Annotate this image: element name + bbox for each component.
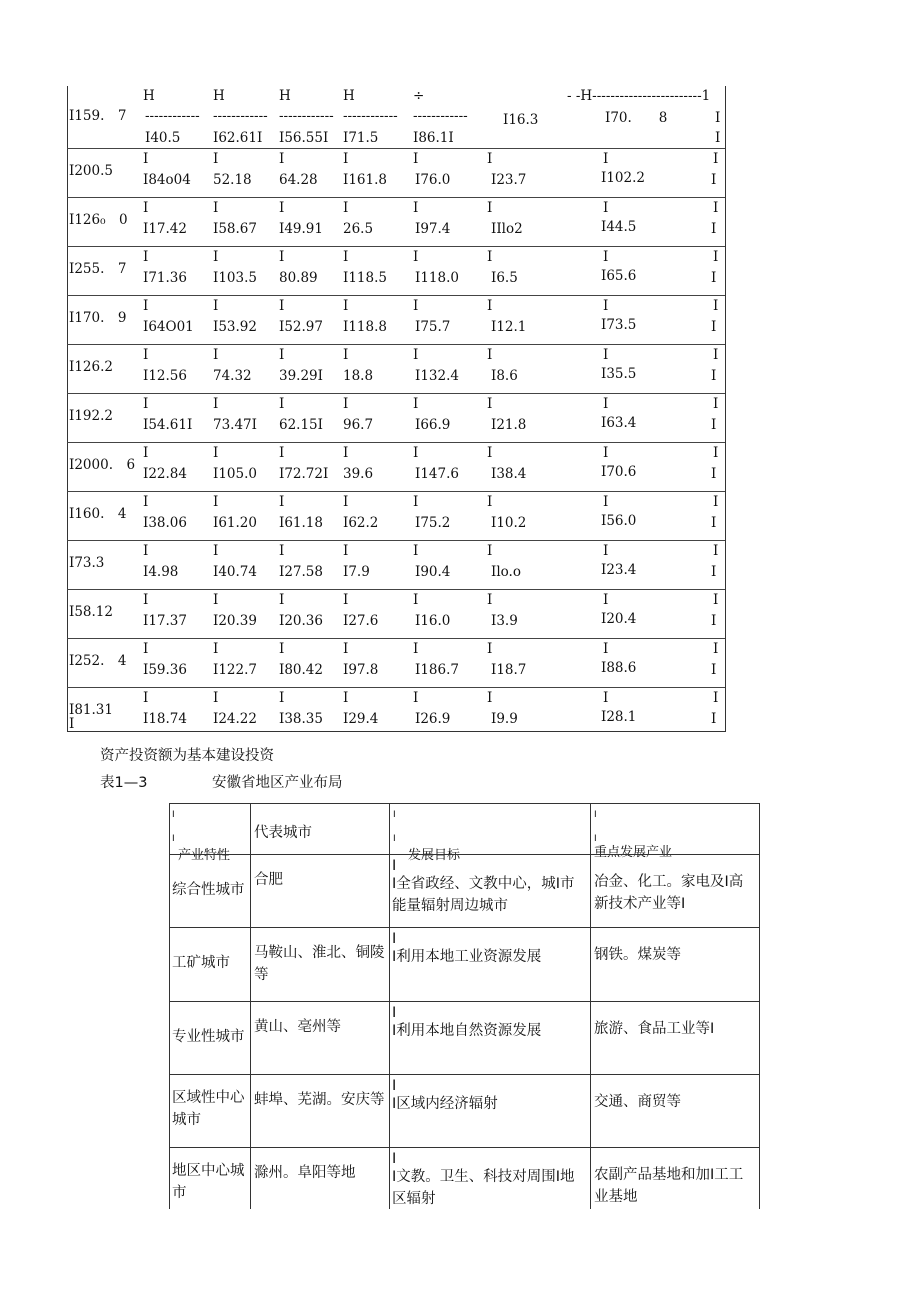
tick-mark: I [603,396,609,412]
tick-mark: I [343,396,349,412]
value-cell: I24.22 [213,711,257,727]
value-cell: I16.0 [415,613,451,629]
value-cell: I17.42 [143,221,187,237]
tick-mark: I [487,249,493,265]
industry-type: 工矿城市 [172,955,230,971]
tick-mark: I [279,592,285,608]
value-cell: I63.4 [601,415,637,431]
header-marker: I [393,834,396,844]
tick-mark: I [143,347,149,363]
value-cell: I40.5 [145,130,181,146]
tick-mark: I [213,641,219,657]
edge-marker: I [392,1078,397,1094]
value-cell: I58.67 [213,221,257,237]
header-cell: H [213,88,225,104]
tick-mark: I [143,592,149,608]
tick-mark: I [279,298,285,314]
tick-mark: I [487,543,493,559]
value-cell: I27.6 [343,613,379,629]
table-row [67,295,725,345]
edge-marker: I [392,1005,397,1021]
tick-mark: I [603,151,609,167]
tick-mark: I [279,543,285,559]
tick-mark: I [603,592,609,608]
industry-type: 区域性中心城市 [172,1090,245,1128]
value-cell: I28.1 [601,709,637,725]
development-goal: I利用本地工业资源发展 [392,949,542,965]
edge-marker: I [711,270,717,286]
edge-marker: I [711,221,717,237]
value-cell: I10.2 [491,515,527,531]
tick-mark: I [143,641,149,657]
header-col-industry: 重点发展产业 [594,845,673,860]
representative-cities: 黄山、亳州等 [254,1019,341,1035]
tick-mark: I [487,200,493,216]
table-caption-title: 安徽省地区产业布局 [212,775,343,791]
tick-mark: I [343,543,349,559]
value-cell: I61.18 [279,515,323,531]
representative-cities: 马鞍山、淮北、铜陵等 [254,945,385,983]
value-cell: I90.4 [415,564,451,580]
value-cell: I18.7 [491,662,527,678]
tick-mark: I [343,494,349,510]
value-cell: I186.7 [415,662,459,678]
header-marker: I [393,810,396,820]
table-row [67,197,725,247]
tick-mark: I [279,200,285,216]
table-row [67,540,725,590]
value-cell: 39.6 [343,466,374,482]
table-row [67,86,725,148]
tick-mark: I [213,396,219,412]
tick-mark: I [213,151,219,167]
value-cell: I26.9 [415,711,451,727]
edge-marker: I [713,151,719,167]
edge-marker: I [711,711,717,727]
value-cell: I80.42 [279,662,323,678]
tick-mark: I [413,445,419,461]
value-cell: 26.5 [343,221,374,237]
row-label: I252. 4 [69,653,127,669]
value-cell: I103.5 [213,270,257,286]
tick-mark: I [603,494,609,510]
value-cell: I38.4 [491,466,527,482]
tick-mark: I [143,445,149,461]
table-row [67,589,725,639]
value-cell: I22.84 [143,466,187,482]
tick-mark: I [603,543,609,559]
tick-mark: I [143,249,149,265]
tick-mark: I [413,151,419,167]
tick-mark: I [143,543,149,559]
value-cell: 39.29I [279,368,323,384]
key-industries: 钢铁。煤炭等 [594,947,681,963]
development-goal: I利用本地自然资源发展 [392,1023,542,1039]
tick-mark: I [413,249,419,265]
table-row [67,393,725,443]
industry-type: 地区中心城市 [172,1163,245,1201]
edge-marker: I [715,110,721,126]
tick-mark: I [603,347,609,363]
tick-mark: I [213,690,219,706]
row-label: I73.3 [69,555,105,571]
value-cell: I118.0 [415,270,459,286]
edge-marker: I [713,200,719,216]
edge-marker: I [711,613,717,629]
tick-mark: I [343,347,349,363]
value-cell: I61.20 [213,515,257,531]
edge-marker: I [715,130,721,146]
header-marker: I [172,810,175,820]
value-cell: I12.56 [143,368,187,384]
row-label: I192.2 [69,408,113,424]
value-cell: I3.9 [491,613,518,629]
header-marker: I [172,834,175,844]
tick-mark: I [413,347,419,363]
value-cell: I122.7 [213,662,257,678]
value-cell: I12.1 [491,319,527,335]
value-cell: 64.28 [279,172,318,188]
tick-mark: I [343,151,349,167]
edge-marker: I [711,417,717,433]
row-label: I159. 7 [69,108,127,124]
edge-marker: I [711,564,717,580]
row-label: I200.5 [69,163,113,179]
value-cell: I40.74 [213,564,257,580]
tick-mark: I [279,494,285,510]
value-cell: IIlo2 [491,221,523,237]
tick-mark: I [487,494,493,510]
edge-marker: I [713,592,719,608]
header-col-type: 产业特性 [178,848,231,863]
value-cell: I76.0 [415,172,451,188]
table-note: 资产投资额为基本建设投资 [100,748,274,764]
tick-mark: I [343,592,349,608]
edge-marker: I [713,396,719,412]
value-cell: 73.47I [213,417,257,433]
header-marker: I [594,810,597,820]
value-cell: I56.0 [601,513,637,529]
header-marker: I [594,834,597,844]
tick-mark: I [487,445,493,461]
value-cell: I7.9 [343,564,370,580]
tick-mark: I [603,445,609,461]
representative-cities: 蚌埠、芜湖。安庆等 [254,1092,385,1108]
tick-mark: I [413,494,419,510]
tick-mark: I [413,200,419,216]
representative-cities: 滁州。阜阳等地 [254,1165,356,1181]
value-cell: I35.5 [601,366,637,382]
table-rule [725,86,726,731]
value-cell: I73.5 [601,317,637,333]
table-row [170,1147,759,1210]
value-cell: I23.4 [601,562,637,578]
table-row [67,687,725,737]
row-label: I170. 9 [69,310,127,326]
value-cell: I132.4 [415,368,459,384]
value-cell: I6.5 [491,270,518,286]
tick-mark: I [343,249,349,265]
key-industries: 农副产品基地和加I工工业基地 [594,1167,744,1205]
tick-mark: I [603,641,609,657]
header-cell: H [143,88,155,104]
value-cell: I38.06 [143,515,187,531]
value-cell: I62.61I [213,130,263,146]
value-cell: I70.6 [601,464,637,480]
table-row [170,927,759,1002]
tick-mark: I [487,396,493,412]
value-cell: I65.6 [601,268,637,284]
table-row [67,638,725,688]
tick-mark: I [413,592,419,608]
tick-mark: I [143,690,149,706]
edge-marker: I [713,641,719,657]
value-cell: I66.9 [415,417,451,433]
edge-marker: I [392,1151,397,1167]
edge-marker: I [711,466,717,482]
edge-marker: I [713,494,719,510]
header-cell: ÷ [413,88,425,104]
tick-mark: I [279,151,285,167]
value-cell: I52.97 [279,319,323,335]
value-cell: 96.7 [343,417,374,433]
development-goal: I全省政经、文教中心，城I市能量辐射周边城市 [392,876,575,914]
tick-mark: I [413,641,419,657]
value-cell: I56.55I [279,130,329,146]
edge-marker: I [711,662,717,678]
table-row [67,148,725,198]
row-label: I126.2 [69,359,113,375]
table-row [170,854,759,928]
table-row [67,491,725,541]
industry-type: 综合性城市 [172,882,245,898]
value-cell: 80.89 [279,270,318,286]
table-row [67,246,725,296]
edge-marker: I [713,298,719,314]
table-row [170,1074,759,1148]
tick-mark: I [143,298,149,314]
tick-mark: I [603,200,609,216]
row-label: I2000. 6 [69,457,136,473]
tick-mark: I [213,592,219,608]
tick-mark: I [603,249,609,265]
value-cell: 74.32 [213,368,252,384]
row-label: I81.31 [69,702,113,718]
value-cell: I97.4 [415,221,451,237]
value-cell: Ilo.o [491,564,521,580]
dashed-rule: ------------ [145,108,200,124]
tick-mark: I [143,200,149,216]
value-cell: I62.2 [343,515,379,531]
value-cell: I27.58 [279,564,323,580]
value-cell: I49.91 [279,221,323,237]
development-goal: I区域内经济辐射 [392,1096,498,1112]
value-cell: I102.2 [601,170,645,186]
tick-mark: I [343,641,349,657]
tick-mark: I [213,445,219,461]
value-cell: I53.92 [213,319,257,335]
edge-marker: I [713,543,719,559]
tick-mark: I [213,494,219,510]
tick-mark: I [413,396,419,412]
value-cell: I75.7 [415,319,451,335]
value-cell: I23.7 [491,172,527,188]
edge-marker: I [69,716,75,732]
value-cell: I71.36 [143,270,187,286]
tick-mark: I [343,445,349,461]
development-goal: I文教。卫生、科技对周围I地区辐射 [392,1169,575,1207]
value-cell: I118.5 [343,270,387,286]
value-cell: I70. 8 [605,110,668,126]
tick-mark: I [603,298,609,314]
row-label: I255. 7 [69,261,127,277]
tick-mark: I [279,249,285,265]
tick-mark: I [213,249,219,265]
value-cell: I161.8 [343,172,387,188]
value-cell: I17.37 [143,613,187,629]
tick-mark: I [487,347,493,363]
value-cell: I54.61I [143,417,193,433]
value-cell: I38.35 [279,711,323,727]
row-label: I126₀ 0 [69,212,128,228]
value-cell: I20.36 [279,613,323,629]
value-cell: I75.2 [415,515,451,531]
header-col-cities: 代表城市 [254,825,312,841]
dashed-rule: ------------ [343,108,398,124]
value-cell: I44.5 [601,219,637,235]
tick-mark: I [487,592,493,608]
tick-mark: I [213,298,219,314]
tick-mark: I [279,445,285,461]
tick-mark: I [143,494,149,510]
value-cell: I72.72I [279,466,329,482]
value-cell: I86.1I [413,130,454,146]
tick-mark: I [279,690,285,706]
value-cell: I88.6 [601,660,637,676]
value-cell: I20.4 [601,611,637,627]
value-cell: 62.15I [279,417,323,433]
value-cell: I21.8 [491,417,527,433]
edge-marker: I [711,172,717,188]
dashed-rule: ------------ [213,108,268,124]
tick-mark: I [487,151,493,167]
key-industries: 交通、商贸等 [594,1094,681,1110]
dashed-rule: ------------ [413,108,468,124]
edge-marker: I [713,249,719,265]
table-caption-number: 表1—3 [100,775,148,791]
table-row [67,442,725,492]
tick-mark: I [279,396,285,412]
edge-marker: I [713,445,719,461]
value-cell: I16.3 [503,112,539,128]
tick-mark: I [487,298,493,314]
tick-mark: I [143,151,149,167]
representative-cities: 合肥 [254,872,283,888]
row-label: I58.12 [69,604,113,620]
value-cell: 52.18 [213,172,252,188]
edge-marker: I [392,931,397,947]
value-cell: I4.98 [143,564,179,580]
value-cell: I105.0 [213,466,257,482]
tick-mark: I [343,298,349,314]
value-cell: I18.74 [143,711,187,727]
value-cell: I97.8 [343,662,379,678]
value-cell: I118.8 [343,319,387,335]
data-table-1 [67,86,726,732]
key-industries: 旅游、食品工业等I [594,1021,715,1037]
value-cell: I147.6 [415,466,459,482]
value-cell: I71.5 [343,130,379,146]
industry-type: 专业性城市 [172,1029,245,1045]
value-cell: I64O01 [143,319,194,335]
industry-layout-table [169,803,760,1209]
tick-mark: I [213,200,219,216]
tick-mark: I [143,396,149,412]
dashed-rule: ------------ [279,108,334,124]
tick-mark: I [343,690,349,706]
key-industries: 冶金、化工。家电及I高新技术产业等I [594,874,744,912]
header-col-goal: 发展目标 [408,848,461,863]
edge-marker: I [713,347,719,363]
tick-mark: I [279,641,285,657]
tick-mark: I [213,347,219,363]
header-cell: - -H------------------------1 [567,88,711,104]
value-cell: I84o04 [143,172,191,188]
value-cell: I20.39 [213,613,257,629]
value-cell: I8.6 [491,368,518,384]
row-label: I160. 4 [69,506,127,522]
value-cell: 18.8 [343,368,374,384]
edge-marker: I [711,319,717,335]
tick-mark: I [413,298,419,314]
tick-mark: I [487,690,493,706]
value-cell: I59.36 [143,662,187,678]
header-cell: H [279,88,291,104]
tick-mark: I [413,543,419,559]
tick-mark: I [413,690,419,706]
edge-marker: I [392,858,397,874]
tick-mark: I [603,690,609,706]
tick-mark: I [343,200,349,216]
value-cell: I9.9 [491,711,518,727]
table-row [170,1001,759,1075]
tick-mark: I [487,641,493,657]
tick-mark: I [279,347,285,363]
value-cell: I29.4 [343,711,379,727]
edge-marker: I [711,515,717,531]
table-row [67,344,725,394]
tick-mark: I [213,543,219,559]
edge-marker: I [713,690,719,706]
edge-marker: I [711,368,717,384]
header-cell: H [343,88,355,104]
